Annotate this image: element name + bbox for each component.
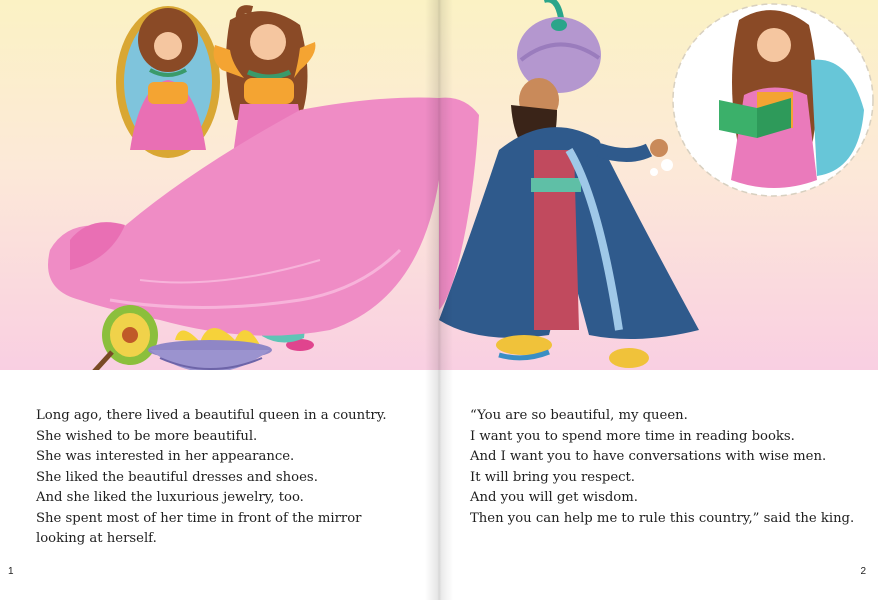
book-gutter: [425, 0, 453, 600]
right-page: [439, 0, 878, 600]
text-line: looking at herself.: [36, 531, 157, 546]
mirror: [116, 6, 220, 158]
text-line: And you will get wisdom.: [470, 490, 638, 505]
text-line: I want you to spend more time in reading books.: [470, 428, 795, 444]
text-line: She wished to be more beautiful.: [36, 428, 258, 444]
hand-fan: [82, 305, 158, 370]
text-line: And I want you to have conversations with wise men.: [470, 449, 827, 464]
queen-mirror-illustration: [0, 0, 439, 370]
page-number-left: 1: [8, 566, 14, 577]
text-line: “You are so beautiful, my queen.: [470, 408, 688, 423]
king-illustration: [439, 0, 878, 370]
right-illustration: [439, 0, 878, 370]
text-line: She liked the beautiful dresses and shoes.: [36, 469, 318, 485]
left-page-text: [36, 406, 387, 550]
page-number-right: 2: [860, 566, 866, 577]
text-line: And she liked the luxurious jewelry, too.: [36, 490, 304, 505]
text-line: She spent most of her time in front of the mirror: [36, 510, 362, 526]
left-illustration: [0, 0, 439, 370]
text-line: Long ago, there lived a beautiful queen in a country.: [36, 408, 387, 423]
right-page-text: [470, 406, 854, 529]
text-line: It will bring you respect.: [470, 469, 635, 485]
king: [439, 0, 699, 368]
text-line: Then you can help me to rule this country,” said the king.: [470, 510, 855, 526]
text-line: She was interested in her appearance.: [36, 449, 295, 464]
thought-bubble: [650, 4, 873, 196]
